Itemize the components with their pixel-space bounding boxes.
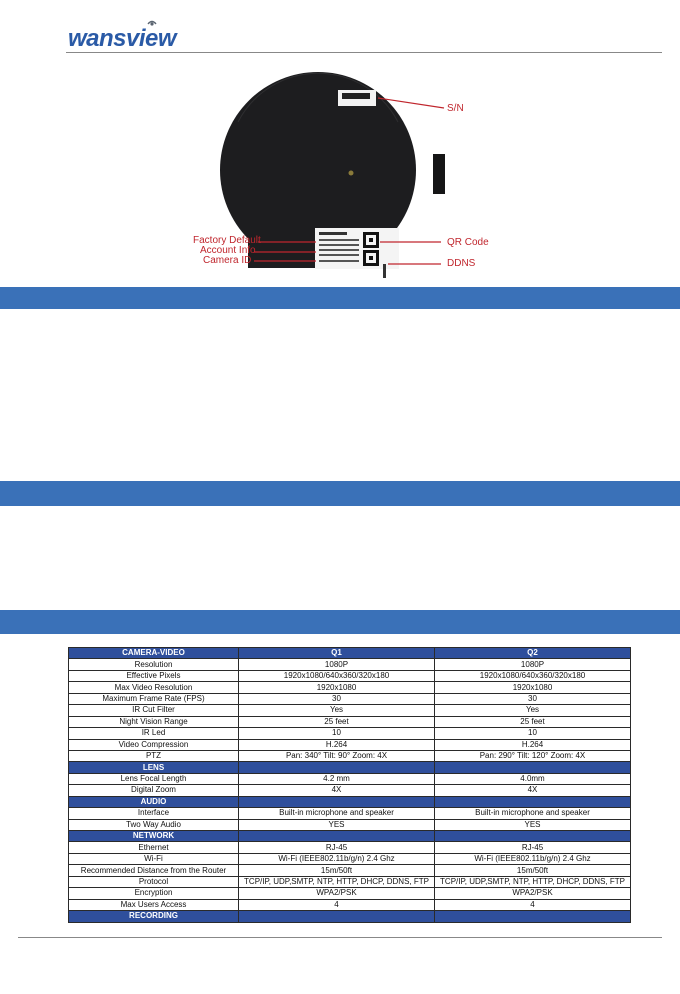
spec-name-cell: PTZ (69, 750, 239, 761)
table-row (69, 739, 631, 750)
column-header: Q1 (239, 648, 435, 659)
spec-value-cell: 1920x1080 (239, 682, 435, 693)
spec-name-cell: Two Way Audio (69, 819, 239, 830)
spec-value-cell (435, 796, 631, 807)
table-row (69, 819, 631, 830)
spec-value-cell: WPA2/PSK (435, 888, 631, 899)
callout-account-info: Account Info (200, 245, 256, 256)
spec-name-cell: NETWORK (69, 831, 239, 842)
spec-value-cell: RJ-45 (435, 842, 631, 853)
table-row (69, 716, 631, 727)
spec-name-cell: Encryption (69, 888, 239, 899)
wansview-logo (66, 16, 206, 52)
table-section-row (69, 796, 631, 807)
section-band-3 (0, 610, 680, 634)
spec-value-cell: Wi-Fi (IEEE802.11b/g/n) 2.4 Ghz (435, 853, 631, 864)
spec-name-cell: Wi-Fi (69, 853, 239, 864)
spec-value-cell: 1920x1080/640x360/320x180 (239, 670, 435, 681)
table-section-row (69, 831, 631, 842)
spec-value-cell (435, 762, 631, 773)
spec-name-cell: Lens Focal Length (69, 773, 239, 784)
callout-camera-id: Camera ID (203, 255, 252, 266)
spec-value-cell (239, 762, 435, 773)
spec-name-cell: IR Led (69, 728, 239, 739)
spec-value-cell: 25 feet (239, 716, 435, 727)
spec-value-cell: 25 feet (435, 716, 631, 727)
table-row (69, 693, 631, 704)
spec-name-cell: Max Video Resolution (69, 682, 239, 693)
table-row (69, 865, 631, 876)
footer-rule (18, 937, 662, 938)
table-row (69, 888, 631, 899)
table-row (69, 670, 631, 681)
spec-name-cell: Max Users Access (69, 899, 239, 910)
spec-value-cell: 30 (239, 693, 435, 704)
spec-name-cell: Maximum Frame Rate (FPS) (69, 693, 239, 704)
table-row (69, 705, 631, 716)
spec-value-cell: 15m/50ft (435, 865, 631, 876)
table-row (69, 876, 631, 887)
callout-ddns: DDNS (447, 258, 476, 269)
table-row (69, 682, 631, 693)
spec-value-cell: RJ-45 (239, 842, 435, 853)
spec-name-cell: Ethernet (69, 842, 239, 853)
spec-value-cell (435, 831, 631, 842)
spec-name-cell: Resolution (69, 659, 239, 670)
spec-value-cell: Built-in microphone and speaker (435, 808, 631, 819)
table-row (69, 853, 631, 864)
spec-value-cell: 4 (435, 899, 631, 910)
spec-value-cell: 1080P (435, 659, 631, 670)
spec-value-cell: 10 (239, 728, 435, 739)
spec-value-cell: TCP/IP, UDP,SMTP, NTP, HTTP, DHCP, DDNS, FTP (435, 876, 631, 887)
spec-value-cell: Wi-Fi (IEEE802.11b/g/n) 2.4 Ghz (239, 853, 435, 864)
table-row (69, 750, 631, 761)
table-section-row (69, 762, 631, 773)
column-header: Q2 (435, 648, 631, 659)
spec-value-cell: 15m/50ft (239, 865, 435, 876)
spec-value-cell: H.264 (435, 739, 631, 750)
spec-name-cell: Video Compression (69, 739, 239, 750)
spec-value-cell: Built-in microphone and speaker (239, 808, 435, 819)
spec-value-cell: Pan: 340° Tilt: 90° Zoom: 4X (239, 750, 435, 761)
spec-value-cell: YES (435, 819, 631, 830)
spec-name-cell: LENS (69, 762, 239, 773)
spec-value-cell: 4 (239, 899, 435, 910)
spec-value-cell: YES (239, 819, 435, 830)
spec-value-cell: WPA2/PSK (239, 888, 435, 899)
specifications-table (68, 647, 631, 923)
spec-value-cell: H.264 (239, 739, 435, 750)
callout-qr-code: QR Code (447, 237, 489, 248)
spec-name-cell: Recommended Distance from the Router (69, 865, 239, 876)
spec-name-cell: RECORDING (69, 911, 239, 922)
section-band-1 (0, 287, 680, 309)
table-row (69, 899, 631, 910)
spec-name-cell: Interface (69, 808, 239, 819)
spec-value-cell (239, 831, 435, 842)
callout-factory-default: Factory Default (193, 235, 261, 246)
spec-value-cell: 4.2 mm (239, 773, 435, 784)
callout-sn: S/N (447, 103, 464, 114)
section-band-2 (0, 481, 680, 506)
spec-value-cell: 1920x1080/640x360/320x180 (435, 670, 631, 681)
spec-value-cell: 4X (435, 785, 631, 796)
header-rule (66, 52, 662, 53)
spec-name-cell: Digital Zoom (69, 785, 239, 796)
spec-value-cell: TCP/IP, UDP,SMTP, NTP, HTTP, DHCP, DDNS, FTP (239, 876, 435, 887)
spec-name-cell: IR Cut Filter (69, 705, 239, 716)
spec-value-cell: 4X (239, 785, 435, 796)
table-row (69, 728, 631, 739)
column-header: CAMERA-VIDEO (69, 648, 239, 659)
spec-value-cell: 10 (435, 728, 631, 739)
spec-value-cell (239, 796, 435, 807)
spec-value-cell (239, 911, 435, 922)
table-row (69, 659, 631, 670)
table-row (69, 842, 631, 853)
table-header-row (69, 648, 631, 659)
spec-name-cell: Night Vision Range (69, 716, 239, 727)
spec-value-cell: 30 (435, 693, 631, 704)
table-section-row (69, 911, 631, 922)
spec-value-cell: 4.0mm (435, 773, 631, 784)
spec-name-cell: Effective Pixels (69, 670, 239, 681)
spec-value-cell: 1080P (239, 659, 435, 670)
logo-wordmark: wansview (68, 25, 177, 52)
table-row (69, 773, 631, 784)
spec-name-cell: AUDIO (69, 796, 239, 807)
table-row (69, 785, 631, 796)
spec-value-cell: 1920x1080 (435, 682, 631, 693)
spec-value-cell: Yes (239, 705, 435, 716)
table-row (69, 808, 631, 819)
spec-value-cell: Pan: 290° Tilt: 120° Zoom: 4X (435, 750, 631, 761)
spec-value-cell (435, 911, 631, 922)
spec-name-cell: Protocol (69, 876, 239, 887)
spec-value-cell: Yes (435, 705, 631, 716)
